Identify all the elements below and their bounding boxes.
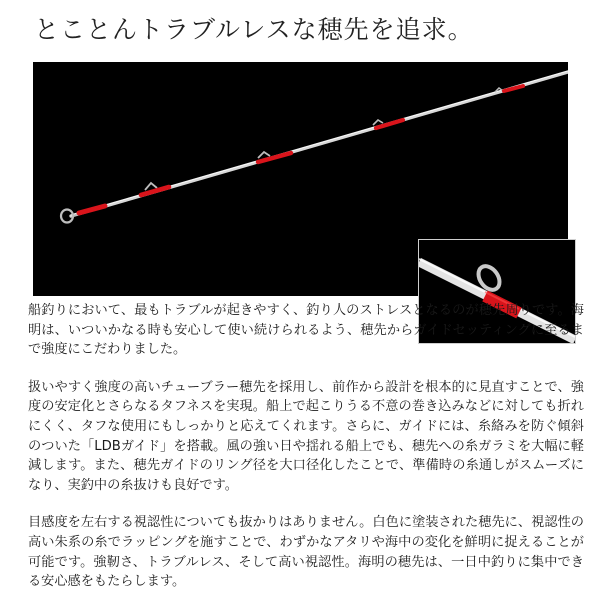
guide-3 [373, 120, 403, 128]
paragraph: 目感度を左右する視認性についても抜かりはありません。白色に塗装された穂先に、視認性の高い朱系の糸でラッピングを施すことで、わずかなアタリや海中の変化を鮮明に捉えることが可能です。強靭さ、トラブルレス、そして高い視認性。海明の穂先は、一日中釣りに集中できる安心感をもたらします。 [28, 515, 584, 590]
hero-image [33, 62, 568, 296]
guide-1 [141, 183, 169, 195]
paragraph: 扱いやすく強度の高いチューブラー穂先を採用し、前作から設計を根本的に見直すことで、強度の安定化とさらなるタフネスを実現。船上で起こりうる不意の巻き込みなどに対しても折れにくく、タフな使用にもしっかりと応えてくれます。さらに、ガイドには、糸絡みを防ぐ傾斜のついた「LDBガイド」を搭載。風の強い日や揺れる船上でも、穂先への糸ガラミを大幅に軽減します。また、穂先ガイドのリング径を大口径化したことで、準備時の糸通しがスムーズになり、実釣中の糸抜けも良好です。 [28, 379, 584, 493]
guide-tip [61, 206, 105, 223]
page-title: とことんトラブルレスな穂先を追求。 [34, 15, 474, 44]
guide-2 [258, 152, 291, 162]
paragraph: 船釣りにおいて、最もトラブルが起きやすく、釣り人のストレスとなるのが穂先周りです。海明は、いついかなる時も安心して使い続けられるよう、穂先からガイドセッティングに至るまで強度にこだわりました。 [28, 303, 584, 358]
body-text [28, 301, 584, 610]
